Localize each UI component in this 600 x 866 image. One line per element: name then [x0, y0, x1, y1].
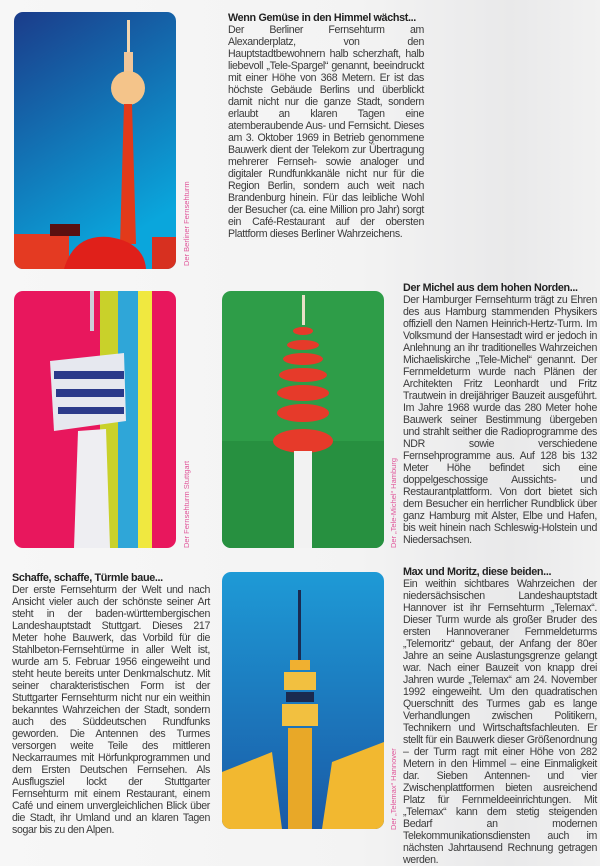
- hamburg-card-caption: Der „Tele-Michel“ Hamburg: [389, 457, 398, 548]
- berlin-tower-image: [14, 12, 176, 269]
- hannover-tv-tower-card: [222, 572, 384, 829]
- hamburg-tower-image: [222, 291, 384, 548]
- hannover-heading: Max und Moritz, diese beiden...: [403, 566, 552, 578]
- hamburg-heading: Der Michel aus dem hohen Norden...: [403, 282, 578, 294]
- hannover-card-caption: Der „Telemax“ Hannover: [389, 748, 398, 830]
- berlin-tv-tower-card: [14, 12, 176, 269]
- stuttgart-tower-image: [14, 291, 176, 548]
- stuttgart-body: Der erste Fernsehturm der Welt und nach Ansicht vieler auch der schönste seiner Art steht in der baden-württembergischen Landeshauptstadt Stuttgart. Dieses 217 Meter hohe Bauwerk, das Vorbild für die Stahlbeton-Fernsehtürme in aller Welt ist, wurde am 5. Februar 1956 eingeweiht und steht heute bereits unter Denkmalschutz. Mit seiner charakteristischen Form ist der Stuttgarter Fernsehturm nicht nur ein weithin bekanntes Wahrzeichen der Stadt, sondern auch des Süddeutschen Rundfunks geworden. Die Antennen des Turmes versorgen weite Teile des mittleren Neckarraumes mit Hörfunkprogrammen und dem Ersten Deutschen Fernsehen. Als Ausflugsziel lockt der Stuttgarter Fernsehturm mit einem Restaurant, einem Café und einem unvergleichlichen Blick über die Stadt, ihr Umland und an klaren Tagen sogar bis zu den Alpen.: [12, 584, 210, 836]
- hannover-tower-image: [222, 572, 384, 829]
- hamburg-text-block: [403, 282, 597, 546]
- stuttgart-card-caption: Der Fernsehturm Stuttgart: [182, 460, 191, 548]
- berlin-heading: Wenn Gemüse in den Himmel wächst...: [228, 12, 416, 24]
- hannover-text-block: [403, 566, 597, 866]
- berlin-text-block: [228, 12, 424, 240]
- stuttgart-tv-tower-card: [14, 291, 176, 548]
- berlin-body: Der Berliner Fernsehturm am Alexanderplatz, von den Hauptstadtbewohnern halb scherzhaft, halb liebevoll „Tele-Spargel“ genannt, beeindruckt mit einer Höhe von 368 Metern. Er ist das höchste Gebäude Berlins und überblickt damit nicht nur die ganze Stadt, sondern erlaubt an klaren Tagen eine atemberaubende Aus- und Fernsicht. Dieses am 3. Oktober 1969 in Betrieb genommene Bauwerk dient der Telekom zur Übertragung mehrerer Fernseh- sowie analoger und digitaler Rundfunkkanäle nicht nur für die Region Berlin, sondern auch weit nach Brandenburg hinein. Für das leibliche Wohl der Besucher (ca. eine Million pro Jahr) sorgt ein Café-Restaurant auf der obersten Plattform dieses Berliner Wahrzeichens.: [228, 24, 424, 240]
- hannover-body: Ein weithin sichtbares Wahrzeichen der niedersächsischen Landeshauptstadt Hannover ist ihr Fernsehturm „Telemax“. Dieser Turm wurde als großer Bruder des ersten Hannoveraner Fernmeldeturms „Telemoritz“ gebaut, der Anfang der 80er Jahre an seine Auslastungsgrenze gelangt war. Nach einer Bauzeit von knapp drei Jahren wurde „Telemax“ am 24. November 1992 eingeweiht. Um den quadratischen Querschnitt des Turmes gab es lange Verhandlungen zwischen Politikern, Technikern und Wirtschaftsfachleuten. Er stellt für ein Bauwerk dieser Größenordnung – der Turm ragt mit einer Höhe von 282 Metern in den Himmel – eine Einmaligkeit dar. Sieben Antennen- und vier Zwischenplattformen bieten ausreichend Platz für Fernmeldeeinrichtungen. Mit „Telemax“ kann dem stetig steigenden Bedarf an modernen Telekommunikationsdiensten auch im nächsten Jahrtausend Rechnung getragen werden.: [403, 578, 597, 866]
- berlin-card-caption: Der Berliner Fernsehturm: [182, 181, 191, 266]
- stuttgart-heading: Schaffe, schaffe, Türmle baue...: [12, 572, 163, 584]
- hamburg-body: Der Hamburger Fernsehturm trägt zu Ehren des aus Hamburg stammenden Physikers offiziell den Namen Heinrich-Hertz-Turm. Im Volksmund der Hansestadt wird er jedoch in Anlehnung an ihr traditionelles Wahrzeichen Michaeliskirche „Tele-Michel“ genannt. Der Fernmeldeturm wurde nach Plänen der Architekten Fritz Leonhardt und Fritz Trautwein in dreijähriger Bauzeit ausgeführt. Im Jahre 1968 wurde das 280 Meter hohe Bauwerk seiner Bestimmung übergeben und strahlt seither die Radioprogramme des NDR sowie verschiedene Fernsehprogramme aus. Auf 128 bis 132 Meter Höhe befindet sich eine doppelgeschossige Aussichts- und Restaurantplattform. Von dort bietet sich dem Besucher ein herrlicher Rundblick über ganz Hamburg mit Alster, Elbe und Hafen, bis weit hinein nach Schleswig-Holstein und Niedersachsen.: [403, 294, 597, 546]
- hamburg-tv-tower-card: [222, 291, 384, 548]
- stuttgart-text-block: [12, 572, 210, 836]
